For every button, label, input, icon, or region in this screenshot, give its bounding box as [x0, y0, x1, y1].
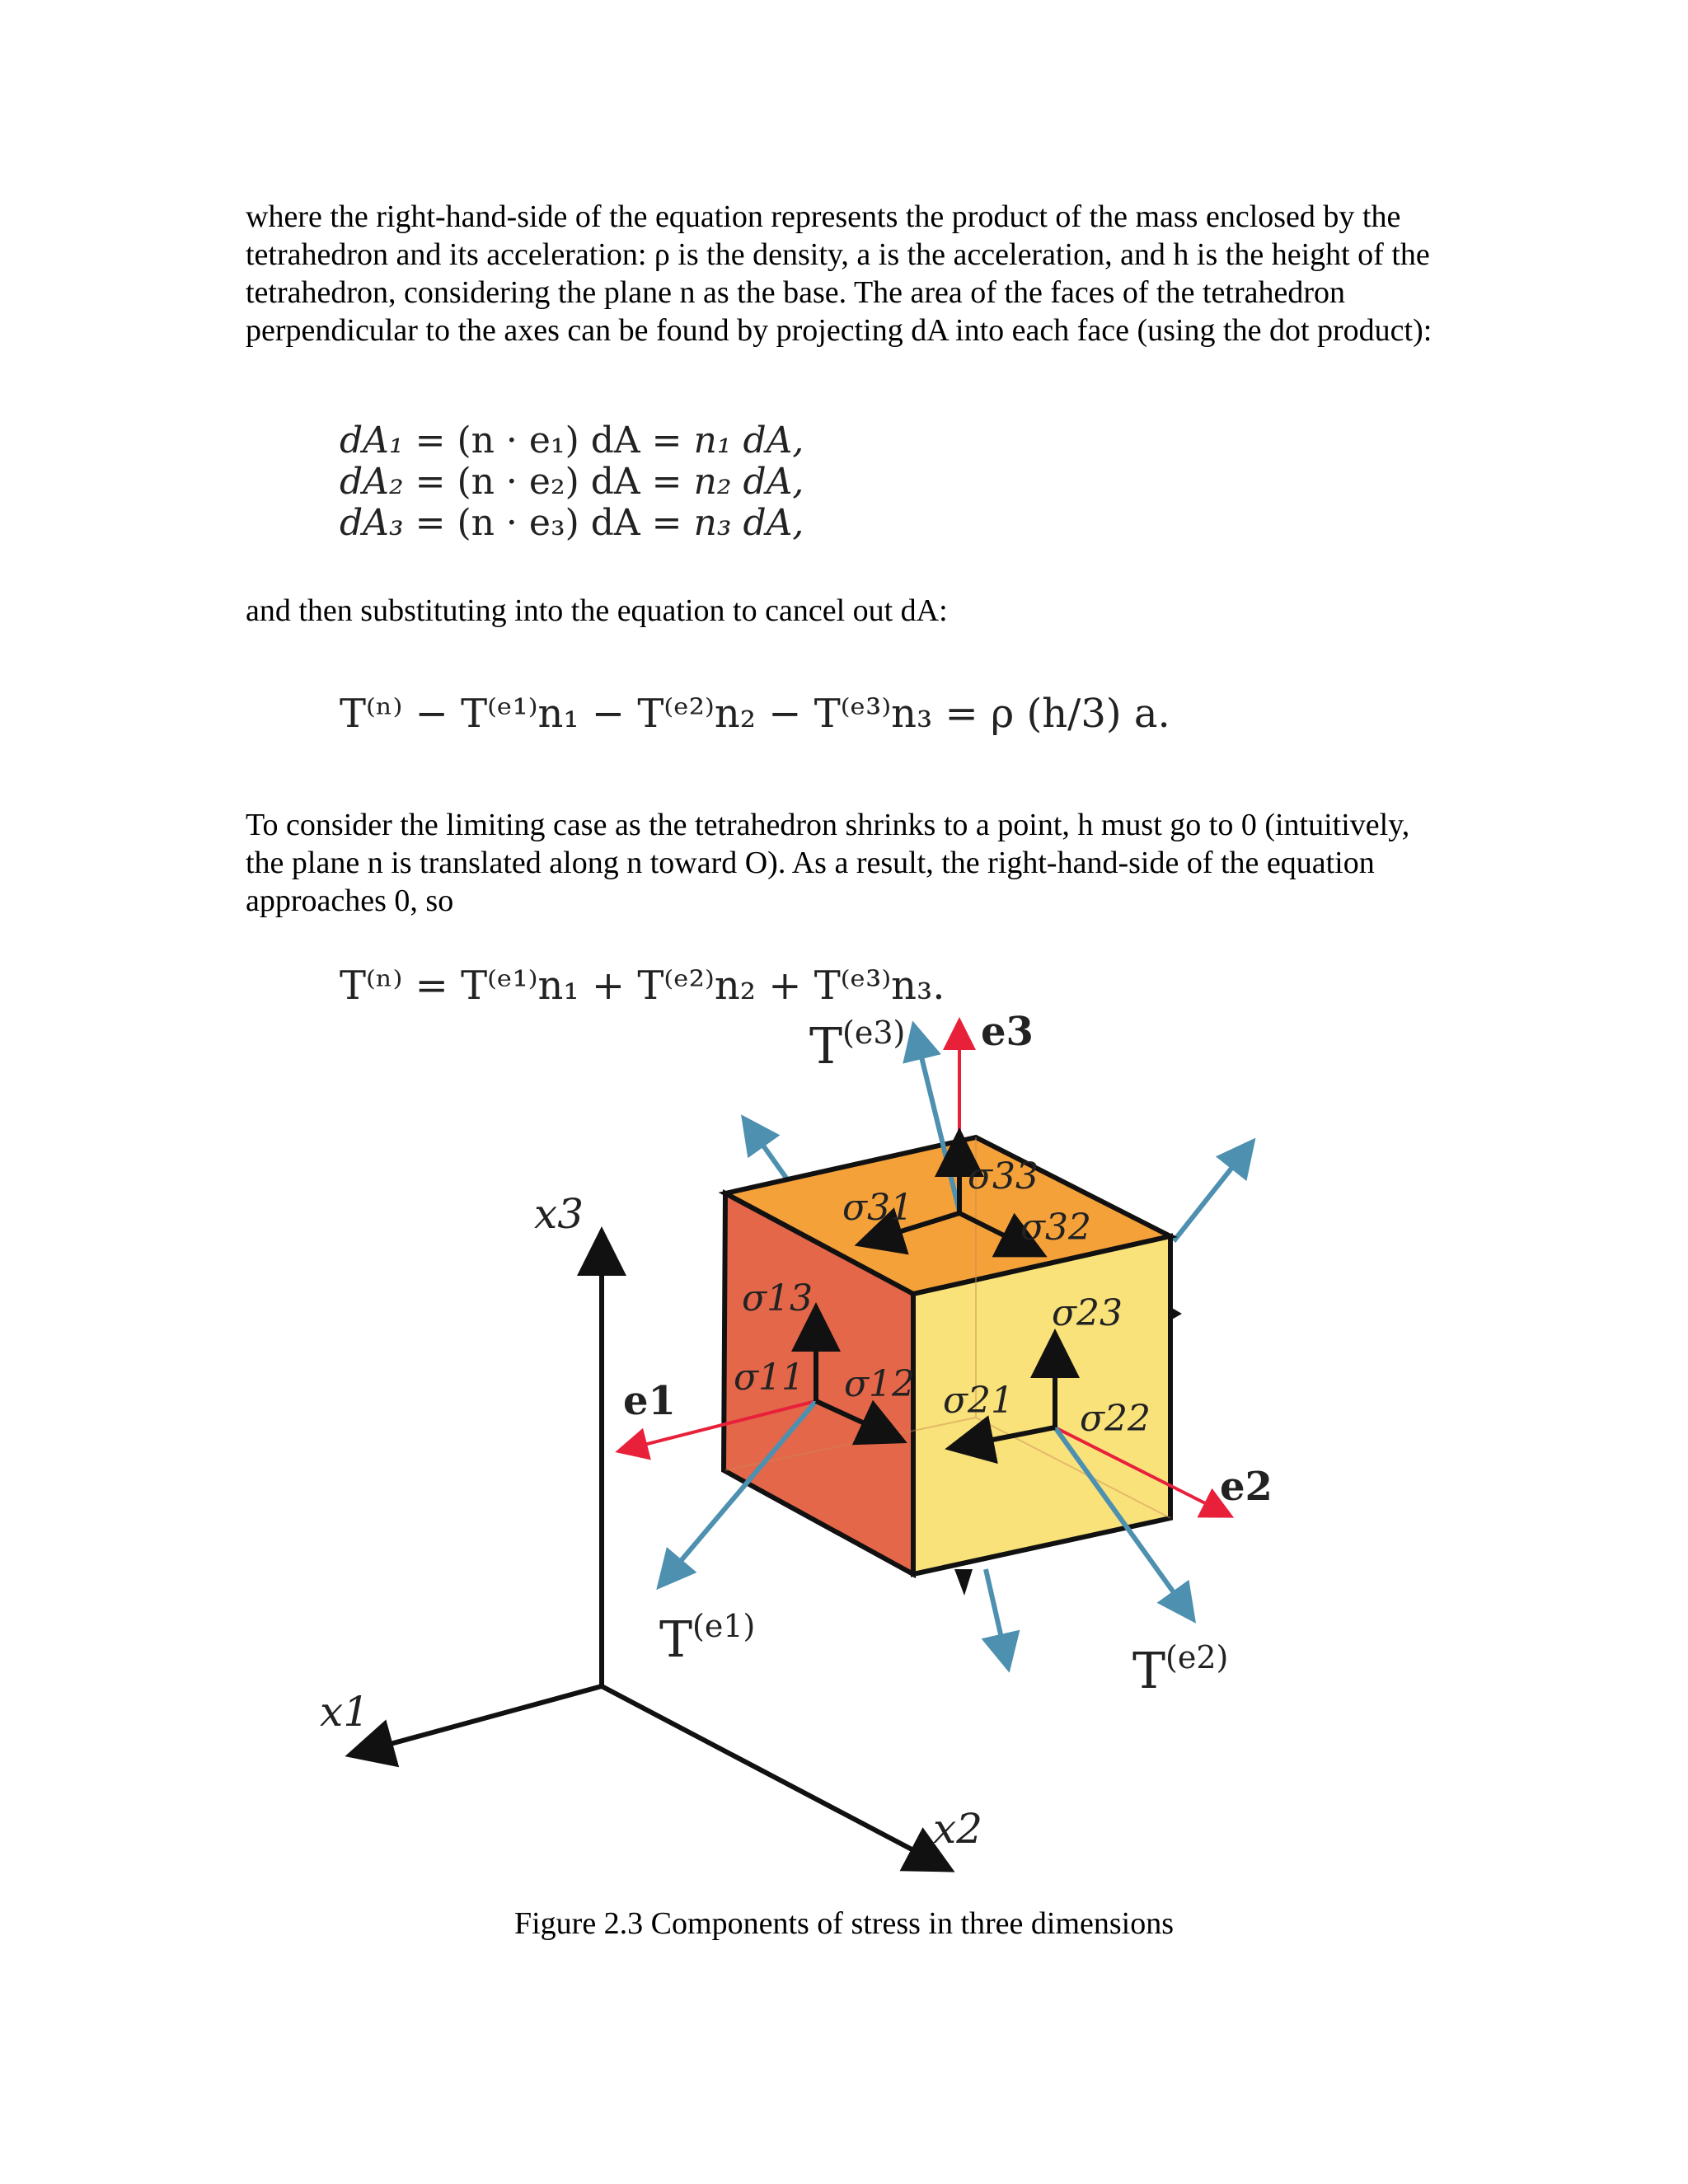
label-e2: e2: [1220, 1464, 1273, 1510]
eq1-lhs: dA₁: [340, 419, 404, 462]
balance-equation: T⁽ⁿ⁾ − T⁽ᵉ¹⁾n₁ − T⁽ᵉ²⁾n₂ − T⁽ᵉ³⁾n₃ = ρ (h/3) a.: [340, 691, 1170, 737]
label-sigma21: σ21: [943, 1380, 1015, 1422]
label-sigma23: σ23: [1052, 1292, 1123, 1334]
eq1-mid: (n · e₁) dA: [457, 419, 640, 462]
label-T-e2: $T^{(e2)}$: [1132, 1639, 1229, 1700]
area-eq-3: dA₃ = (n · e₃) dA = n₃ dA,: [340, 502, 804, 544]
eq3-lhs: dA₃: [340, 502, 404, 544]
bottom-black-tip: [954, 1569, 973, 1596]
label-sigma13: σ13: [742, 1277, 814, 1319]
eq2-lhs: dA₂: [340, 461, 404, 503]
eq1-rhs: n₁ dA,: [693, 419, 804, 462]
label-T-e3: $T^{(e3)}$: [809, 1015, 906, 1076]
label-e3: e3: [981, 1009, 1034, 1055]
eq2-mid: (n · e₂) dA: [457, 461, 640, 503]
label-sigma12: σ12: [844, 1363, 916, 1405]
blue-arrow-upper-left: [747, 1122, 790, 1183]
paragraph-1: where the right-hand-side of the equation represents the product of the mass enclosed by the tetrahedron and its acceleration: ρ is the density, a is the acceleration, and h is the height of the tetrahedron, considering the plane n as the base. The area of the faces of the tetrahedron perpendicular to the axes can be found by projecting dA into each face (using the dot product):: [246, 199, 1432, 348]
label-x1: x1: [320, 1688, 370, 1736]
limit-equation: T⁽ⁿ⁾ = T⁽ᵉ¹⁾n₁ + T⁽ᵉ²⁾n₂ + T⁽ᵉ³⁾n₃.: [340, 963, 945, 1009]
label-sigma33: σ33: [968, 1155, 1039, 1197]
label-x2: x2: [933, 1805, 983, 1853]
label-sigma32: σ32: [1020, 1207, 1092, 1249]
paragraph-2: and then substituting into the equation to cancel out dA:: [246, 593, 948, 628]
blue-arrow-upper-right: [1174, 1146, 1250, 1241]
paragraph-3: To consider the limiting case as the tetrahedron shrinks to a point, h must go to 0 (intuitively, the plane n is translated along n toward O). As a result, the right-hand-side of the equation approaches 0, so: [246, 808, 1410, 918]
label-e1: e1: [623, 1378, 676, 1424]
right-black-tip: [1170, 1307, 1182, 1320]
x2-axis: [602, 1686, 946, 1868]
label-sigma31: σ31: [842, 1187, 914, 1229]
label-x3: x3: [534, 1190, 584, 1238]
area-eq-1: dA₁ = (n · e₁) dA = n₁ dA,: [340, 419, 804, 462]
blue-arrow-bottom: [986, 1569, 1007, 1663]
area-eq-2: dA₂ = (n · e₂) dA = n₂ dA,: [340, 461, 804, 503]
x1-axis: [354, 1686, 602, 1754]
eq3-mid: (n · e₃) dA: [457, 502, 640, 544]
figure-caption: Figure 2.3 Components of stress in three dimensions: [513, 1906, 1175, 1941]
eq2-rhs: n₂ dA,: [693, 461, 804, 503]
eq3-rhs: n₃ dA,: [693, 502, 804, 544]
label-sigma22: σ22: [1080, 1398, 1151, 1440]
label-sigma11: σ11: [734, 1357, 805, 1399]
label-T-e1: $T^{(e1)}$: [659, 1608, 756, 1669]
